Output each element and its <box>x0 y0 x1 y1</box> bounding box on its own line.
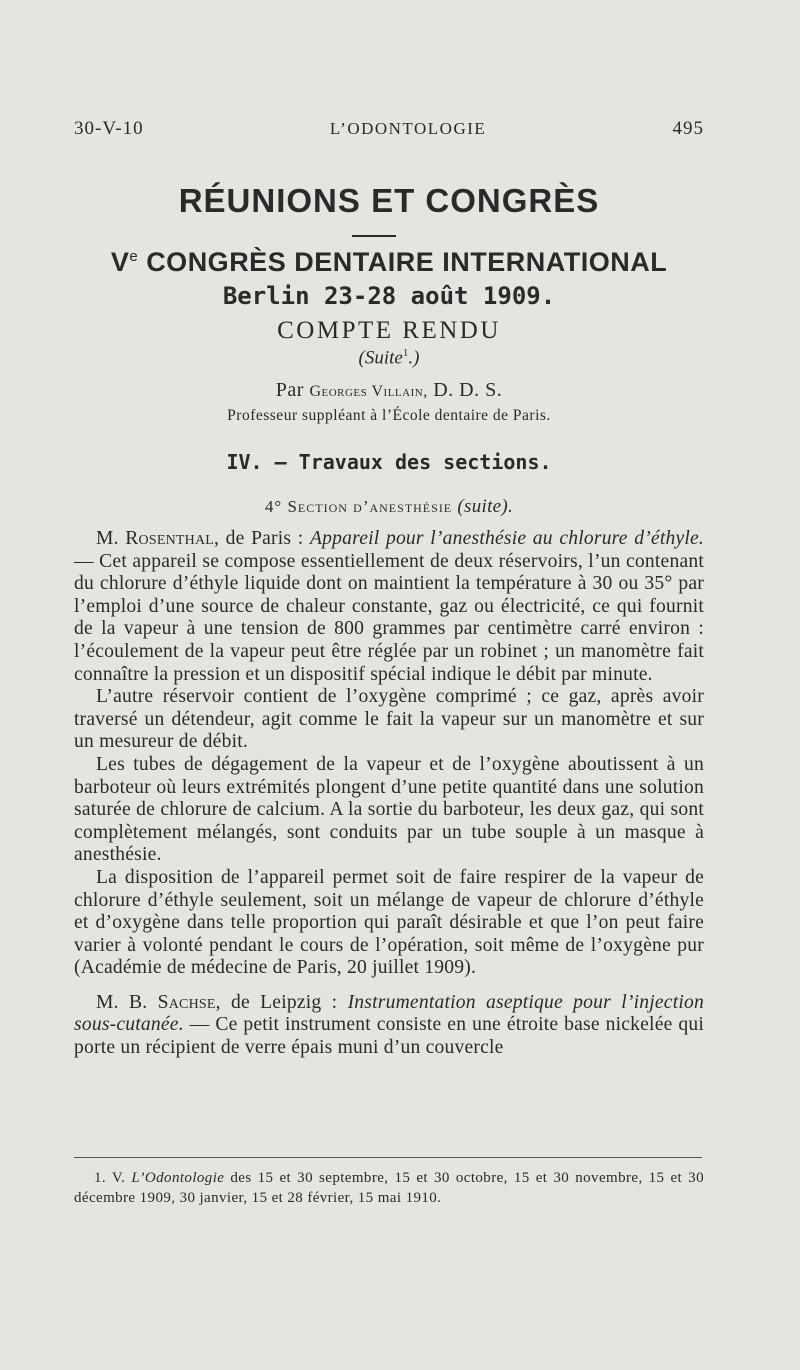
footnote-journal: L’Odontologie <box>131 1170 225 1186</box>
speaker-name: M. B. Sachse, <box>96 991 221 1013</box>
author-prefix: Par <box>275 379 304 401</box>
section-title: RÉUNIONS ET CONGRÈS <box>178 182 600 219</box>
paragraph-text: — Cet appareil se compose essentiellement de deux réservoirs, l’un contenant du chlorure d’éthyle liquide dont on maintient la température à 30 ou 35° par l’emploi d’une source de chaleur constante, gaz ou électricité, ce qui fournit de la vapeur à une tension de 800 grammes par centimètre carré environ : l’écoulement de la vapeur peut être réglée par un robinet ; un manomètre fait connaître la pression et un dispositif spécial indique le débit par minute. <box>74 550 704 685</box>
journal-title: L’ODONTOLOGIE <box>329 119 487 138</box>
running-head <box>74 118 704 140</box>
speaker-name: M. Rosenthal, <box>96 528 220 549</box>
paragraph-tubes: Les tubes de dégagement de la vapeur et de l’oxygène aboutissent à un barboteur où leurs extrémités plongent d’une petite quantité dans une solution saturée de chlorure de calcium. A la sortie du barboteur, les deux gaz, qui sont complètement mélangés, sont conduits par un tube souple à un masque à anesthésie. <box>74 753 704 866</box>
part-heading: IV. — Travaux des sections. <box>226 450 552 474</box>
congress-title <box>74 249 704 276</box>
footnote-text <box>74 1168 704 1208</box>
report-heading: COMPTE RENDU <box>277 317 501 344</box>
speaker-place: de Paris : <box>219 528 310 549</box>
author-degree: D. D. S. <box>433 379 503 401</box>
footnote-rule <box>74 1157 702 1158</box>
footnote-number: 1. V. <box>94 1170 132 1186</box>
title-rule <box>352 235 396 237</box>
author-line <box>74 380 704 400</box>
footnote <box>74 1168 704 1208</box>
paragraph-sachse <box>74 992 704 1060</box>
suite-label: (Suite <box>358 347 403 369</box>
footnote-ref: 1 <box>402 347 409 359</box>
speaker-place: de Leipzig : <box>220 991 348 1013</box>
page-number: 495 <box>672 118 704 139</box>
subsection-heading <box>74 497 704 516</box>
author-name: Georges Villain, <box>309 383 428 400</box>
congress-place-date: Berlin 23-28 août 1909. <box>222 282 556 310</box>
congress-ordinal-sup: e <box>129 248 139 265</box>
congress-ordinal: V <box>110 247 130 277</box>
article-body <box>74 528 704 1060</box>
congress-name: CONGRÈS DENTAIRE INTERNATIONAL <box>146 247 668 277</box>
author-affiliation: Professeur suppléant à l’École dentaire de Paris. <box>227 407 551 424</box>
subsection-number: 4° <box>264 497 283 516</box>
suite-close: .) <box>408 347 420 369</box>
continuation-note <box>74 348 704 367</box>
paragraph-oxygen: L’autre réservoir contient de l’oxygène comprimé ; ce gaz, après avoir traversé un détendeur, agit comme le fait la vapeur sur un manomètre et sur un mesureur de débit. <box>74 686 704 753</box>
issue-date: 30-V-10 <box>74 118 144 139</box>
paragraph-rosenthal <box>74 528 704 686</box>
footnote-body: des 15 et 30 septembre, 15 et 30 octobre, 15 et 30 novembre, 15 et 30 décembre 1909, 30 janvier, 15 et 28 février, 15 mai 1910. <box>74 1170 704 1206</box>
paragraph-text: — Ce petit instrument consiste en une étroite base nickelée qui porte un récipient de verre épais muni d’un couvercle <box>74 1014 704 1059</box>
work-title: Instrumentation aseptique pour l’injection sous-cutanée. <box>74 991 704 1036</box>
work-title: Appareil pour l’anesthésie au chlorure d’éthyle. <box>309 528 705 549</box>
subsection-note: (suite). <box>457 496 514 517</box>
paragraph-disposition: La disposition de l’appareil permet soit de faire respirer de la vapeur de chlorure d’éthyle seulement, soit un mélange de vapeur de chlorure d’éthyle et d’oxygène dans telle proportion qui paraît désirable et que l’on peut faire varier à volonté pendant le cours de l’opération, soit même de l’oxygène pur (Académie de médecine de Paris, 20 juillet 1909). <box>74 866 704 979</box>
subsection-title: Section d’anesthésie <box>287 497 453 516</box>
